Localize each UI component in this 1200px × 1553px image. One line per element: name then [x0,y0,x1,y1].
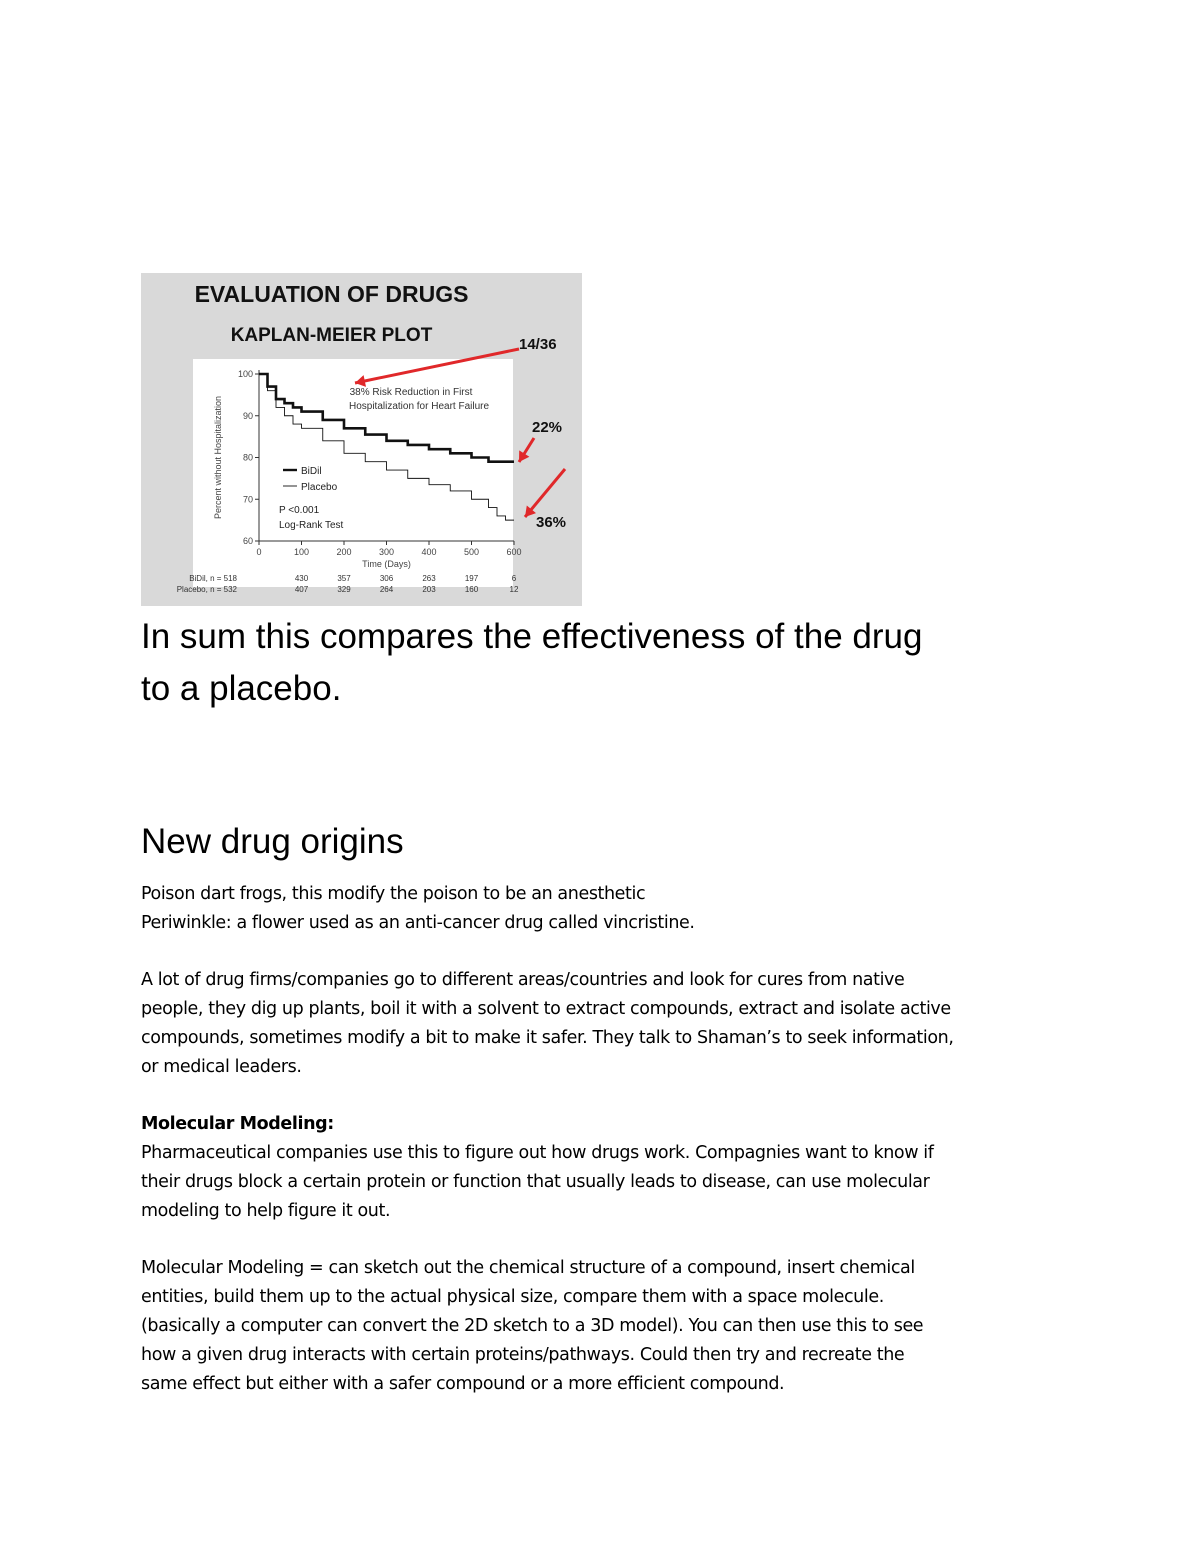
drug-percent-callout: 22% [532,419,563,436]
body-text-line: how a given drug interacts with certain proteins/pathways. Could then try and recreate the [141,1345,905,1365]
placebo-percent-callout: 36% [536,514,567,531]
at-risk-row-label: BiDil, n = 518 [189,574,237,583]
at-risk-cell: 407 [294,585,309,594]
x-tick-label: 0 [256,547,262,557]
p-value-label: P <0.001 [279,505,320,516]
fraction-callout: 14/36 [519,336,557,353]
test-label: Log-Rank Test [279,520,344,531]
body-text-line: Poison dart frogs, this modify the poison to be an anesthetic [141,884,646,904]
x-tick-label: 400 [421,547,437,557]
x-tick-label: 100 [293,547,310,557]
body-text-line: (basically a computer can convert the 2D sketch to a 3D model). You can then use this to see [141,1316,924,1336]
x-tick-label: 200 [336,547,352,557]
at-risk-cell: 197 [464,574,479,583]
body-text-line: modeling to help figure it out. [141,1201,391,1221]
body-text-line: Pharmaceutical companies use this to figure out how drugs work. Compagnies want to know if [141,1143,934,1163]
at-risk-cell: 263 [422,574,436,583]
figure-subtitle: KAPLAN-MEIER PLOT [230,325,433,346]
y-axis-label: Percent without Hospitalization [213,395,223,520]
body-text-line: Molecular Modeling = can sketch out the chemical structure of a compound, insert chemical [141,1258,915,1278]
kaplan-meier-chart [141,273,582,606]
x-tick-label: 600 [506,547,522,557]
at-risk-cell: 12 [509,585,519,594]
body-text-line: their drugs block a certain protein or function that usually leads to disease, can use molecular [141,1172,930,1192]
x-tick-label: 500 [463,547,480,557]
body-text-line: A lot of drug firms/companies go to different areas/countries and look for cures from native [141,970,905,990]
section-heading: New drug origins [141,822,404,861]
y-tick-label: 80 [242,452,253,463]
at-risk-cell: 329 [337,585,351,594]
legend-label: Placebo [301,482,338,493]
summary-line-2: to a placebo. [141,669,342,708]
at-risk-cell: 306 [379,574,394,583]
y-tick-label: 90 [242,410,253,421]
at-risk-cell: 357 [337,574,351,583]
at-risk-cell: 203 [422,585,436,594]
risk-reduction-label: 38% Risk Reduction in First [349,387,473,398]
body-text-line: or medical leaders. [141,1057,302,1077]
summary-line-1: In sum this compares the effectiveness of the drug [141,617,923,656]
y-tick-label: 70 [242,494,253,505]
figure-title: EVALUATION OF DRUGS [194,281,469,307]
at-risk-row-label: Placebo, n = 532 [176,585,237,594]
at-risk-cell: 6 [511,574,517,583]
at-risk-cell: 430 [294,574,309,583]
subheading: Molecular Modeling: [141,1114,334,1134]
y-tick-label: 100 [237,369,253,379]
body-text-line: same effect but either with a safer compound or a more efficient compound. [141,1374,785,1394]
body-text-line: compounds, sometimes modify a bit to make it safer. They talk to Shaman’s to seek information, [141,1028,954,1048]
body-text-line: entities, build them up to the actual physical size, compare them with a space molecule. [141,1287,884,1307]
body-text-line: Periwinkle: a flower used as an anti-cancer drug called vincristine. [141,913,695,933]
x-axis-label: Time (Days) [362,559,411,569]
body-text-line: people, they dig up plants, boil it with a solvent to extract compounds, extract and isolate active [141,999,951,1019]
kaplan-meier-figure [141,273,582,606]
risk-reduction-label: Hospitalization for Heart Failure [348,401,490,412]
at-risk-cell: 160 [464,585,479,594]
y-tick-label: 60 [242,536,253,546]
legend-label: BiDil [301,466,322,477]
x-tick-label: 300 [378,547,395,557]
at-risk-cell: 264 [379,585,394,594]
